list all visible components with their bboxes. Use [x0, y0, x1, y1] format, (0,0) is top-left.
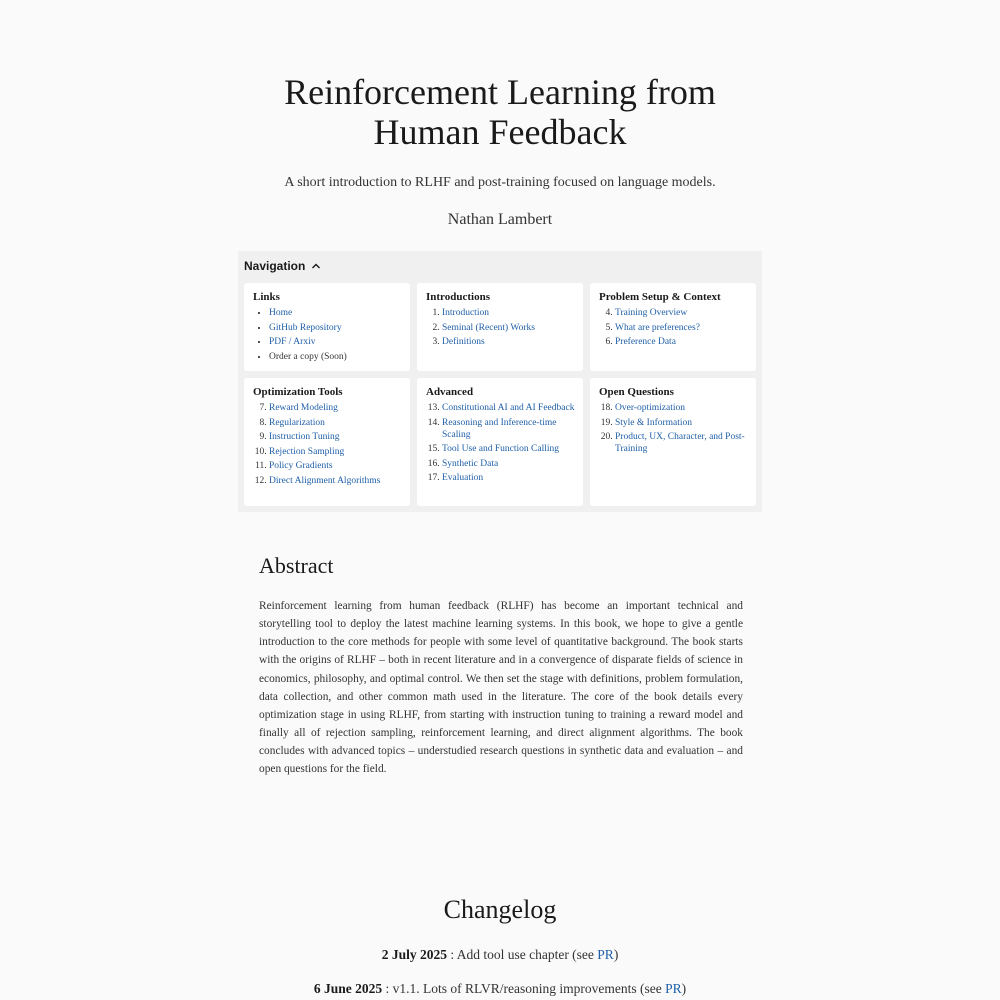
nav-link-github[interactable]: GitHub Repository	[269, 322, 342, 333]
abstract-text: Reinforcement learning from human feedback (RLHF) has become an important technical and storytelling tool to deploy the latest machine learning systems. In this book, we hope to give a gentle introduction to the core methods for people with some level of quantitative background. The book starts with the origins of RLHF – both in recent literature and in a convergence of disparate fields of science in economics, philosophy, and optimal control. We then set the stage with definitions, problem formulation, data collection, and other common math used in the literature. The core of the book details every optimization stage in using RLHF, from starting with instruction tuning to training a reward model and finally all of rejection sampling, reinforcement learning, and direct alignment algorithms. The book concludes with advanced topics – understudied research questions in synthetic data and evaluation – and open questions for the field.	[259, 600, 743, 776]
abstract-heading: Abstract	[259, 553, 334, 578]
nav-card-open-questions	[590, 378, 756, 506]
changelog-date: 2 July 2025	[381, 947, 447, 962]
navigation-label: Navigation	[244, 259, 306, 273]
nav-link-chapter[interactable]: Tool Use and Function Calling	[442, 444, 560, 455]
chevron-up-icon	[311, 262, 321, 270]
nav-link-pdf[interactable]: PDF / Arxiv	[269, 337, 316, 348]
nav-link-chapter[interactable]: Constitutional AI and AI Feedback	[442, 403, 575, 413]
nav-link-chapter[interactable]: Introduction	[442, 308, 489, 318]
nav-link-chapter[interactable]: Synthetic Data	[442, 458, 499, 469]
nav-link-chapter[interactable]: Over-optimization	[615, 403, 685, 413]
changelog-separator: :	[382, 981, 393, 996]
changelog-heading: Changelog	[443, 895, 557, 924]
changelog-text: v1.1. Lots of RLVR/reasoning improvements (see	[392, 981, 666, 996]
changelog-entry	[0, 981, 1000, 997]
changelog-entry	[0, 947, 1000, 963]
nav-link-chapter[interactable]: Seminal (Recent) Works	[442, 322, 535, 333]
navigation-panel	[238, 251, 762, 512]
changelog-pr-link[interactable]: PR	[665, 981, 682, 996]
nav-link-chapter[interactable]: Training Overview	[615, 308, 688, 318]
nav-link-chapter[interactable]: Definitions	[442, 337, 485, 348]
nav-link-chapter[interactable]: Reasoning and Inference-time Scaling	[442, 417, 557, 440]
nav-card-title: Open Questions	[599, 386, 674, 398]
nav-card-title: Links	[253, 291, 280, 303]
nav-link-chapter[interactable]: Product, UX, Character, and Post-Training	[615, 432, 745, 455]
nav-card-advanced	[417, 378, 583, 506]
subtitle: A short introduction to RLHF and post-training focused on language models.	[284, 175, 716, 190]
nav-card-problem-setup	[590, 283, 756, 371]
nav-link-home[interactable]: Home	[269, 308, 293, 318]
nav-card-title: Optimization Tools	[253, 386, 343, 398]
changelog-date: 6 June 2025	[313, 981, 383, 996]
nav-link-chapter[interactable]: Preference Data	[615, 337, 676, 348]
changelog-close: )	[613, 947, 619, 962]
nav-card-links	[244, 283, 410, 371]
page-title	[0, 72, 1000, 152]
nav-card-introductions	[417, 283, 583, 371]
nav-text-order: Order a copy (Soon)	[269, 351, 347, 362]
nav-link-chapter[interactable]: What are preferences?	[615, 322, 700, 333]
nav-link-chapter[interactable]: Reward Modeling	[269, 403, 338, 413]
title-line-2: Human Feedback	[373, 112, 627, 152]
nav-card-title: Advanced	[426, 386, 474, 398]
nav-link-chapter[interactable]: Instruction Tuning	[269, 432, 340, 443]
nav-card-title: Problem Setup & Context	[599, 291, 721, 303]
nav-link-chapter[interactable]: Direct Alignment Algorithms	[269, 475, 381, 486]
nav-link-chapter[interactable]: Regularization	[269, 417, 325, 428]
nav-link-chapter[interactable]: Policy Gradients	[269, 461, 333, 472]
nav-card-optimization	[244, 378, 410, 506]
changelog-close: )	[681, 981, 687, 996]
title-line-1: Reinforcement Learning from	[284, 72, 716, 112]
nav-card-title: Introductions	[426, 291, 490, 303]
nav-link-chapter[interactable]: Style & Information	[615, 417, 693, 428]
changelog-text: Add tool use chapter (see	[456, 947, 598, 962]
author: Nathan Lambert	[447, 211, 553, 228]
changelog-pr-link[interactable]: PR	[597, 947, 614, 962]
navigation-toggle[interactable]	[244, 256, 321, 276]
nav-link-chapter[interactable]: Rejection Sampling	[269, 446, 345, 457]
changelog-separator: :	[446, 947, 457, 962]
nav-link-chapter[interactable]: Evaluation	[442, 473, 484, 484]
